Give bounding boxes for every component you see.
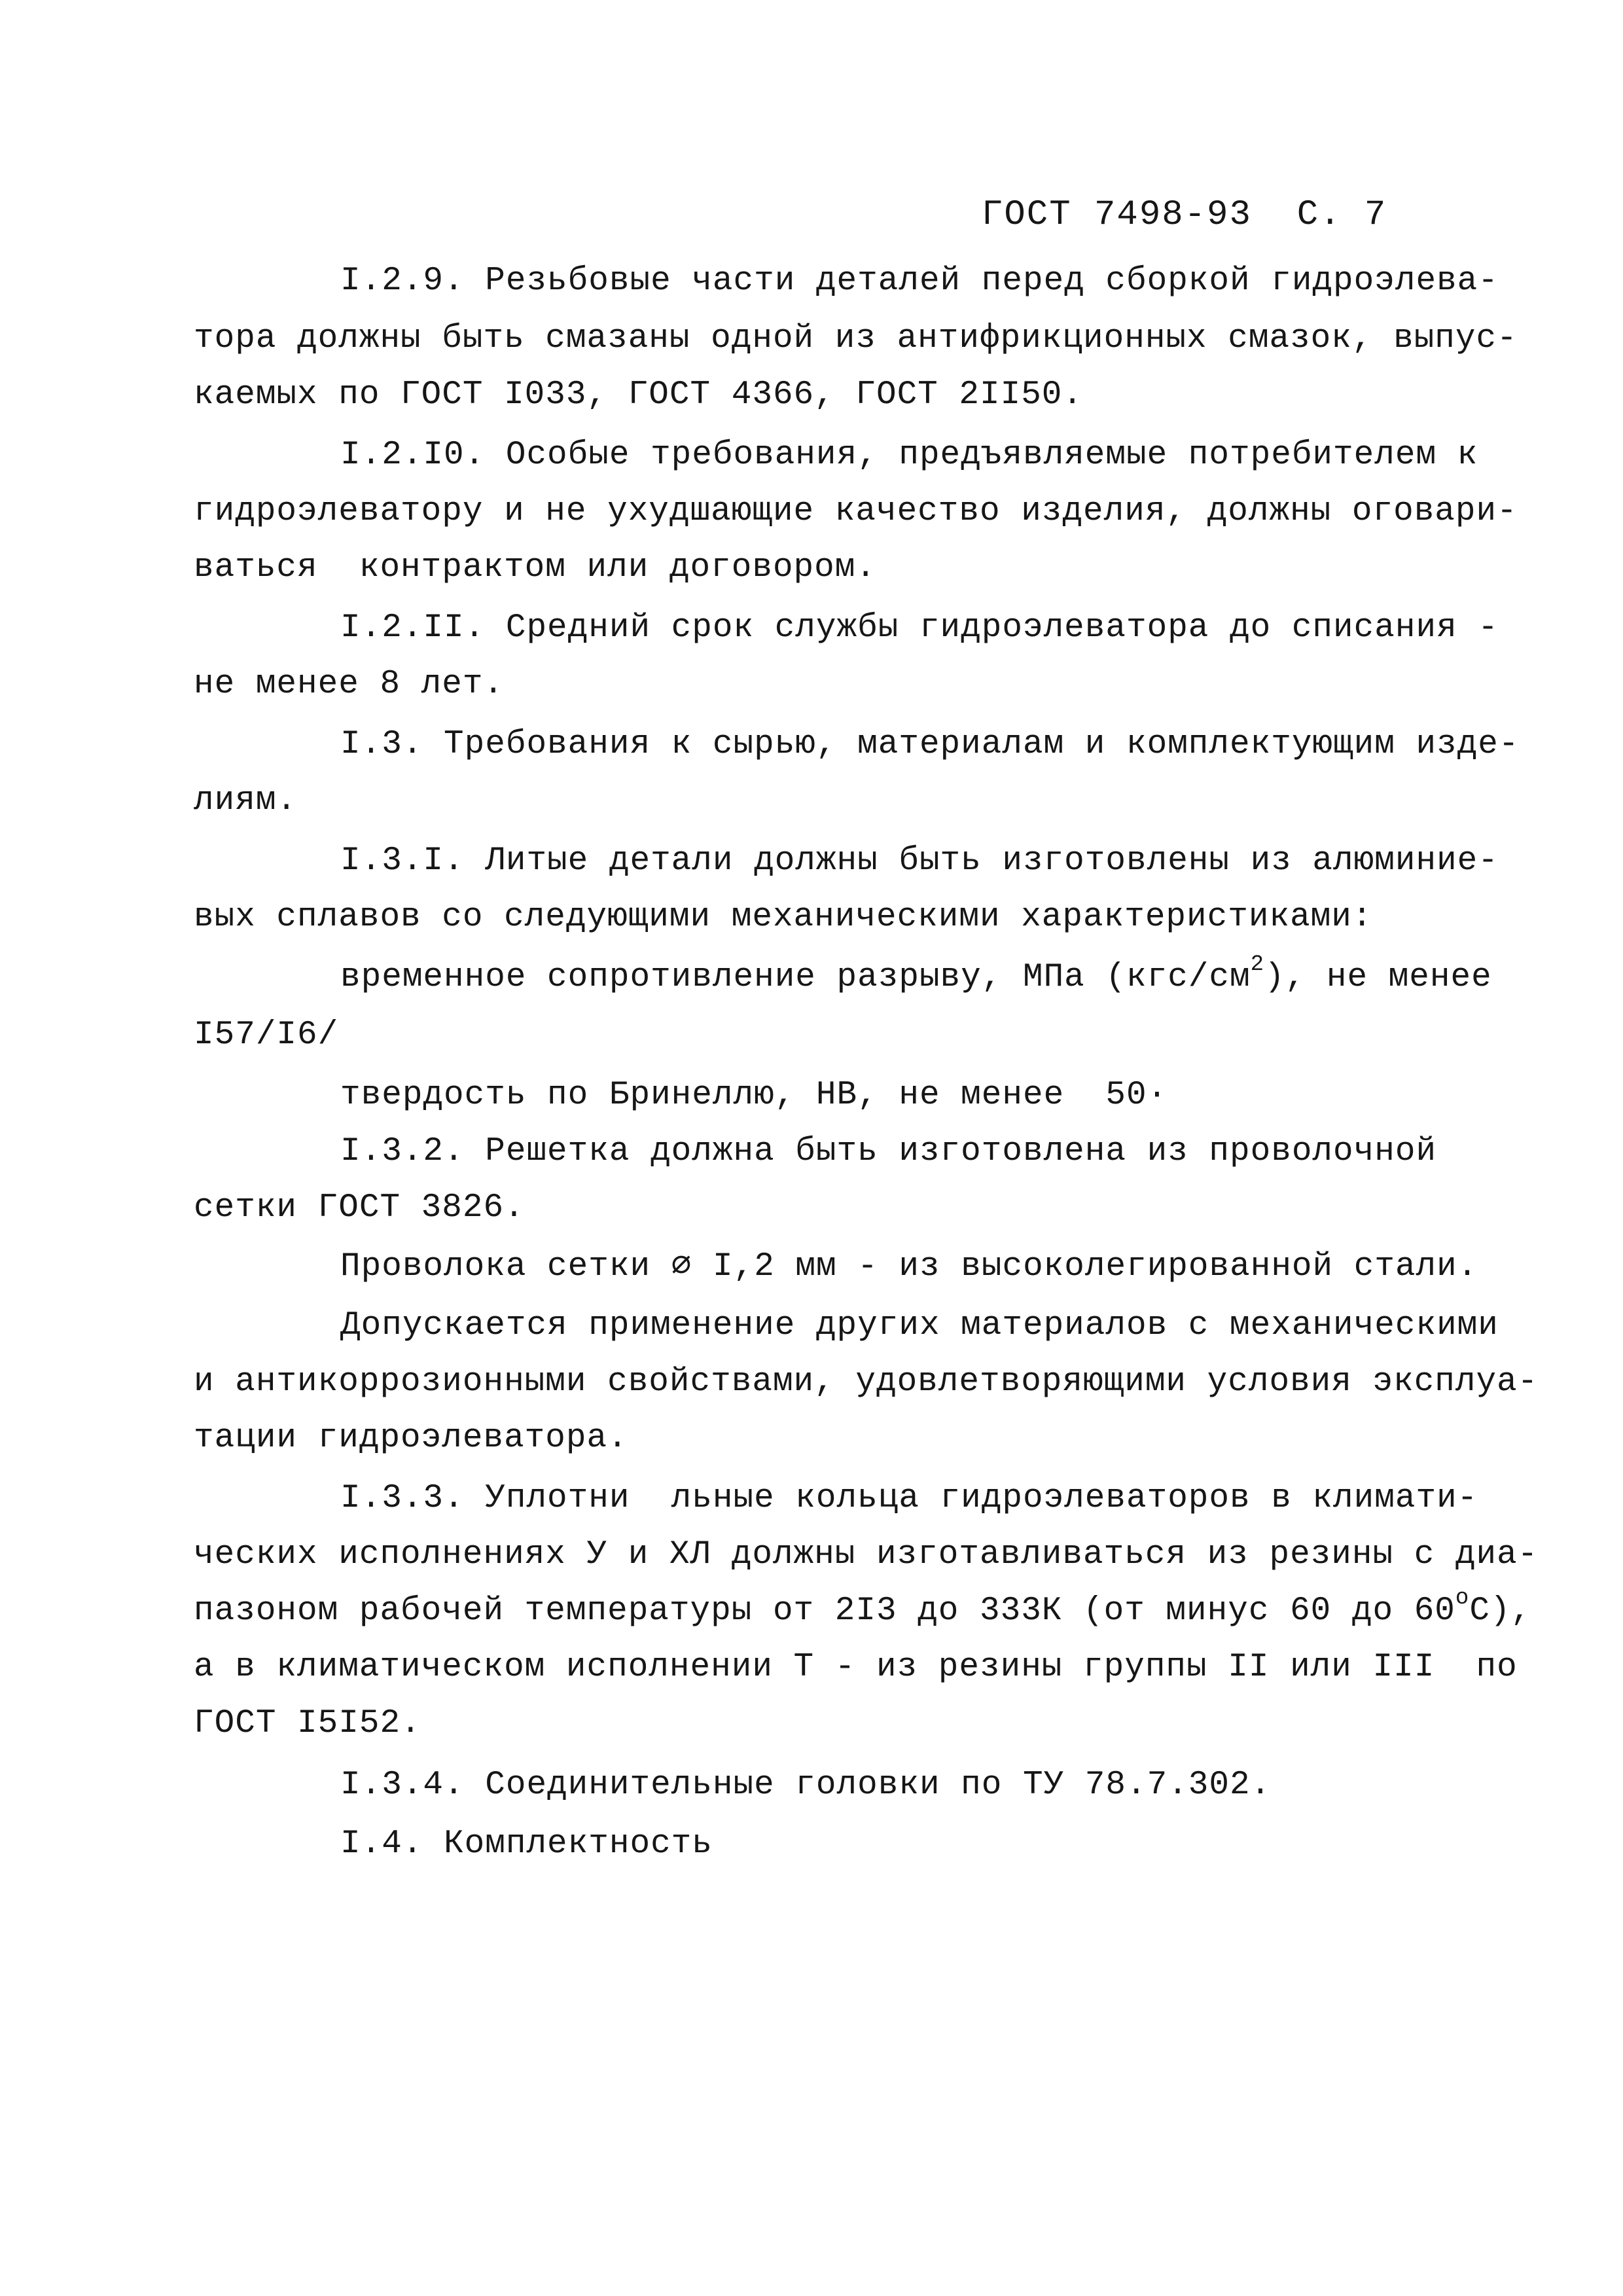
paragraph-1-2-9-line-1: I.2.9. Резьбовые части деталей перед сборкой гидроэлева- (340, 262, 1499, 300)
page-number: С. 7 (1296, 195, 1387, 235)
unit-superscript: 2 (1250, 952, 1265, 977)
wire-line: Проволока сетки ∅ I,2 мм - из высоколегированной стали. (340, 1248, 1478, 1285)
tensile-strength-line (340, 952, 1492, 997)
permission-line-3: тации гидроэлеватора. (194, 1420, 628, 1457)
paragraph-1-3-1-line-2: вых сплавов со следующими механическими характеристиками: (194, 899, 1373, 936)
paragraph-1-3-3-line-5: ГОСТ I5I52. (194, 1705, 421, 1742)
paragraph-1-3-3-line-4: а в климатическом исполнении Т - из резины группы II или III по (194, 1649, 1518, 1686)
paragraph-1-2-9-line-2: тора должны быть смазаны одной из антифрикционных смазок, выпус- (194, 320, 1518, 357)
degree-superscript: о (1455, 1586, 1470, 1611)
paragraph-1-2-10-line-1: I.2.I0. Особые требования, предъявляемые потребителем к (340, 437, 1478, 474)
hardness-line: твердость по Бринеллю, НВ, не менее 50· (340, 1077, 1168, 1114)
section-1-4-heading: I.4. Комплектность (340, 1825, 713, 1863)
paragraph-1-3-3-line-1: I.3.3. Уплотни льные кольца гидроэлеваторов в климати- (340, 1480, 1478, 1517)
page-header (982, 195, 1387, 235)
paragraph-1-2-9-line-3: каемых по ГОСТ I033, ГОСТ 4366, ГОСТ 2II50. (194, 376, 1084, 414)
paragraph-1-3-3-line-3 (194, 1586, 1532, 1631)
paragraph-1-3-4: I.3.4. Соединительные головки по ТУ 78.7.302. (340, 1767, 1272, 1804)
paragraph-1-3-2-line-1: I.3.2. Решетка должна быть изготовлена из проволочной (340, 1133, 1437, 1170)
paragraph-1-3-2-line-2: сетки ГОСТ 3826. (194, 1189, 525, 1227)
section-1-3-heading-line-2: лиям. (194, 782, 298, 819)
temperature-text: пазоном рабочей температуры от 2I3 до 333К (от минус 60 до 60 (194, 1592, 1455, 1630)
paragraph-1-2-11-line-2: не менее 8 лет. (194, 666, 505, 703)
tensile-strength-tail: ), не менее (1264, 959, 1492, 996)
paragraph-1-2-10-line-3: ваться контрактом или договором. (194, 549, 876, 586)
section-1-3-heading-line-1: I.3. Требования к сырью, материалам и комплектующим изде- (340, 726, 1520, 763)
standard-number: ГОСТ 7498-93 (982, 195, 1252, 235)
paragraph-1-3-3-line-2: ческих исполнениях У и ХЛ должны изготавливаться из резины с диа- (194, 1536, 1539, 1573)
tensile-strength-text: временное сопротивление разрыву, МПа (кгс/см (340, 959, 1251, 996)
temperature-tail: С), (1469, 1592, 1532, 1630)
paragraph-1-2-10-line-2: гидроэлеватору и не ухудшающие качество изделия, должны оговари- (194, 493, 1518, 530)
paragraph-1-3-1-line-1: I.3.I. Литые детали должны быть изготовлены из алюминие- (340, 842, 1499, 880)
tensile-strength-value: I57/I6/ (194, 1016, 339, 1054)
permission-line-1: Допускается применение других материалов с механическими (340, 1307, 1499, 1344)
paragraph-1-2-11-line-1: I.2.II. Средний срок службы гидроэлеватора до списания - (340, 609, 1499, 647)
permission-line-2: и антикоррозионными свойствами, удовлетворяющими условия эксплуа- (194, 1363, 1539, 1401)
